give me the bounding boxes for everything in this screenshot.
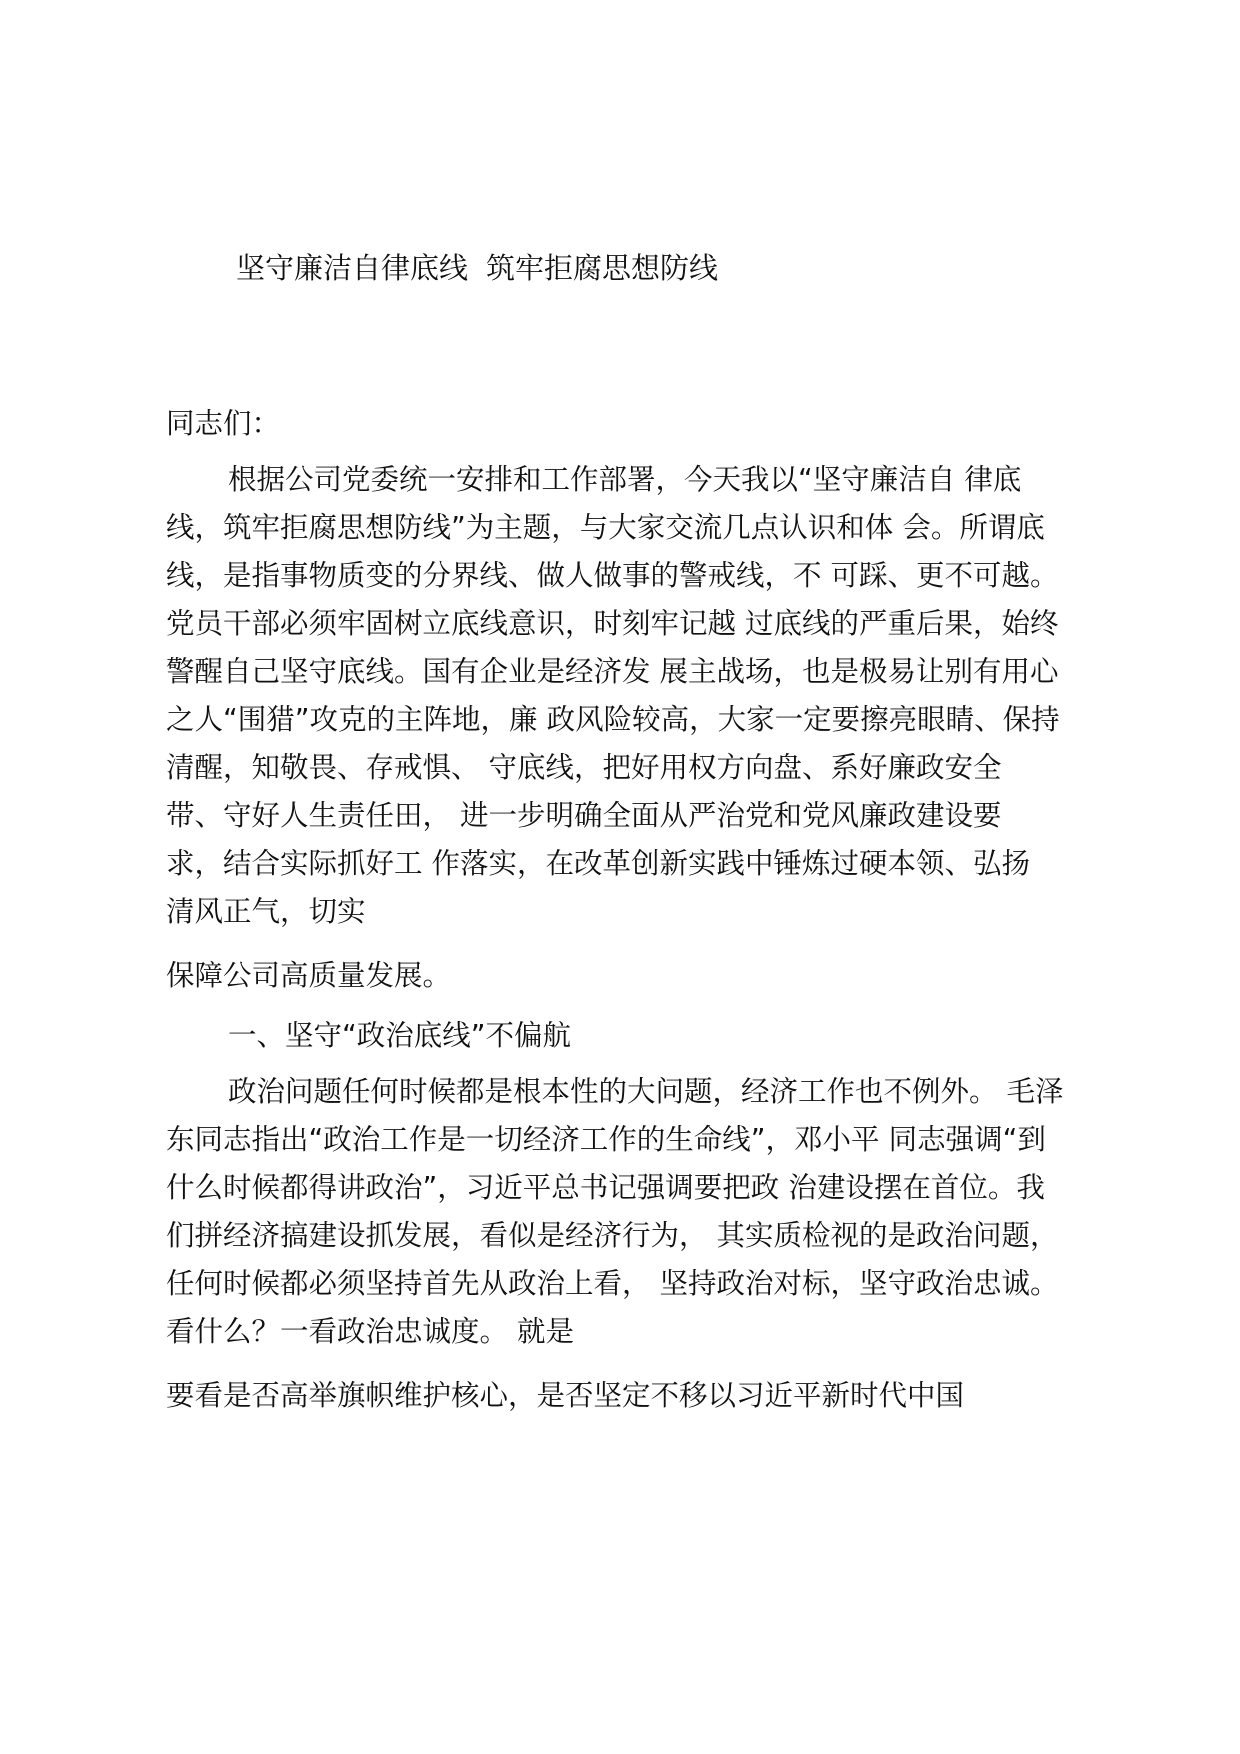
section-1-heading: 一、坚守“政治底线”不偏航 — [228, 1019, 572, 1052]
paragraph-2-line: 政治问题任何时候都是根本性的大问题，经济工作也不例外。 毛泽 — [228, 1075, 1064, 1108]
paragraph-2-tail: 要看是否高举旗帜维护核心，是否坚定不移以习近平新时代中国 — [166, 1379, 965, 1412]
paragraph-1-tail: 保障公司高质量发展。 — [166, 959, 452, 992]
paragraph-2-line: 看什么？一看政治忠诚度。 就是 — [166, 1315, 575, 1348]
title-part-2: 筑牢拒腐思想防线 — [486, 251, 719, 285]
paragraph-1-line: 警醒自己坚守底线。国有企业是经济发 展主战场，也是极易让别有用心 — [166, 655, 1059, 688]
paragraph-1-line: 求，结合实际抓好工 作落实，在改革创新实践中锤炼过硬本领、弘扬 — [166, 847, 1031, 880]
title-part-1: 坚守廉洁自律底线 — [236, 251, 469, 285]
document-title — [236, 248, 718, 288]
paragraph-1-line: 清醒，知敬畏、存戒惧、 守底线，把好用权方向盘、系好廉政安全 — [166, 751, 1002, 784]
paragraph-2-line: 任何时候都必须坚持首先从政治上看， 坚持政治对标，坚守政治忠诚。 — [166, 1267, 1059, 1300]
paragraph-2-line: 东同志指出“政治工作是一切经济工作的生命线”，邓小平 同志强调“到 — [166, 1123, 1046, 1156]
paragraph-1-line: 根据公司党委统一安排和工作部署，今天我以“坚守廉洁自 律底 — [228, 463, 1022, 496]
paragraph-1-line: 清风正气，切实 — [166, 895, 366, 928]
paragraph-2-line: 们拼经济搞建设抓发展，看似是经济行为， 其实质检视的是政治问题， — [166, 1219, 1059, 1252]
paragraph-1-line: 带、守好人生责任田， 进一步明确全面从严治党和党风廉政建设要 — [166, 799, 1002, 832]
paragraph-1-line: 线，是指事物质变的分界线、做人做事的警戒线，不 可踩、更不可越。 — [166, 559, 1059, 592]
paragraph-1-line: 党员干部必须牢固树立底线意识，时刻牢记越 过底线的严重后果，始终 — [166, 607, 1059, 640]
paragraph-1-line: 线，筑牢拒腐思想防线”为主题，与大家交流几点认识和体 会。所谓底 — [166, 511, 1045, 544]
salutation: 同志们： — [166, 407, 281, 440]
paragraph-2-line: 什么时候都得讲政治”，习近平总书记强调要把政 治建设摆在首位。我 — [166, 1171, 1045, 1204]
paragraph-1-line: 之人“围猎”攻克的主阵地，廉 政风险较高，大家一定要擦亮眼睛、保持 — [166, 703, 1060, 736]
